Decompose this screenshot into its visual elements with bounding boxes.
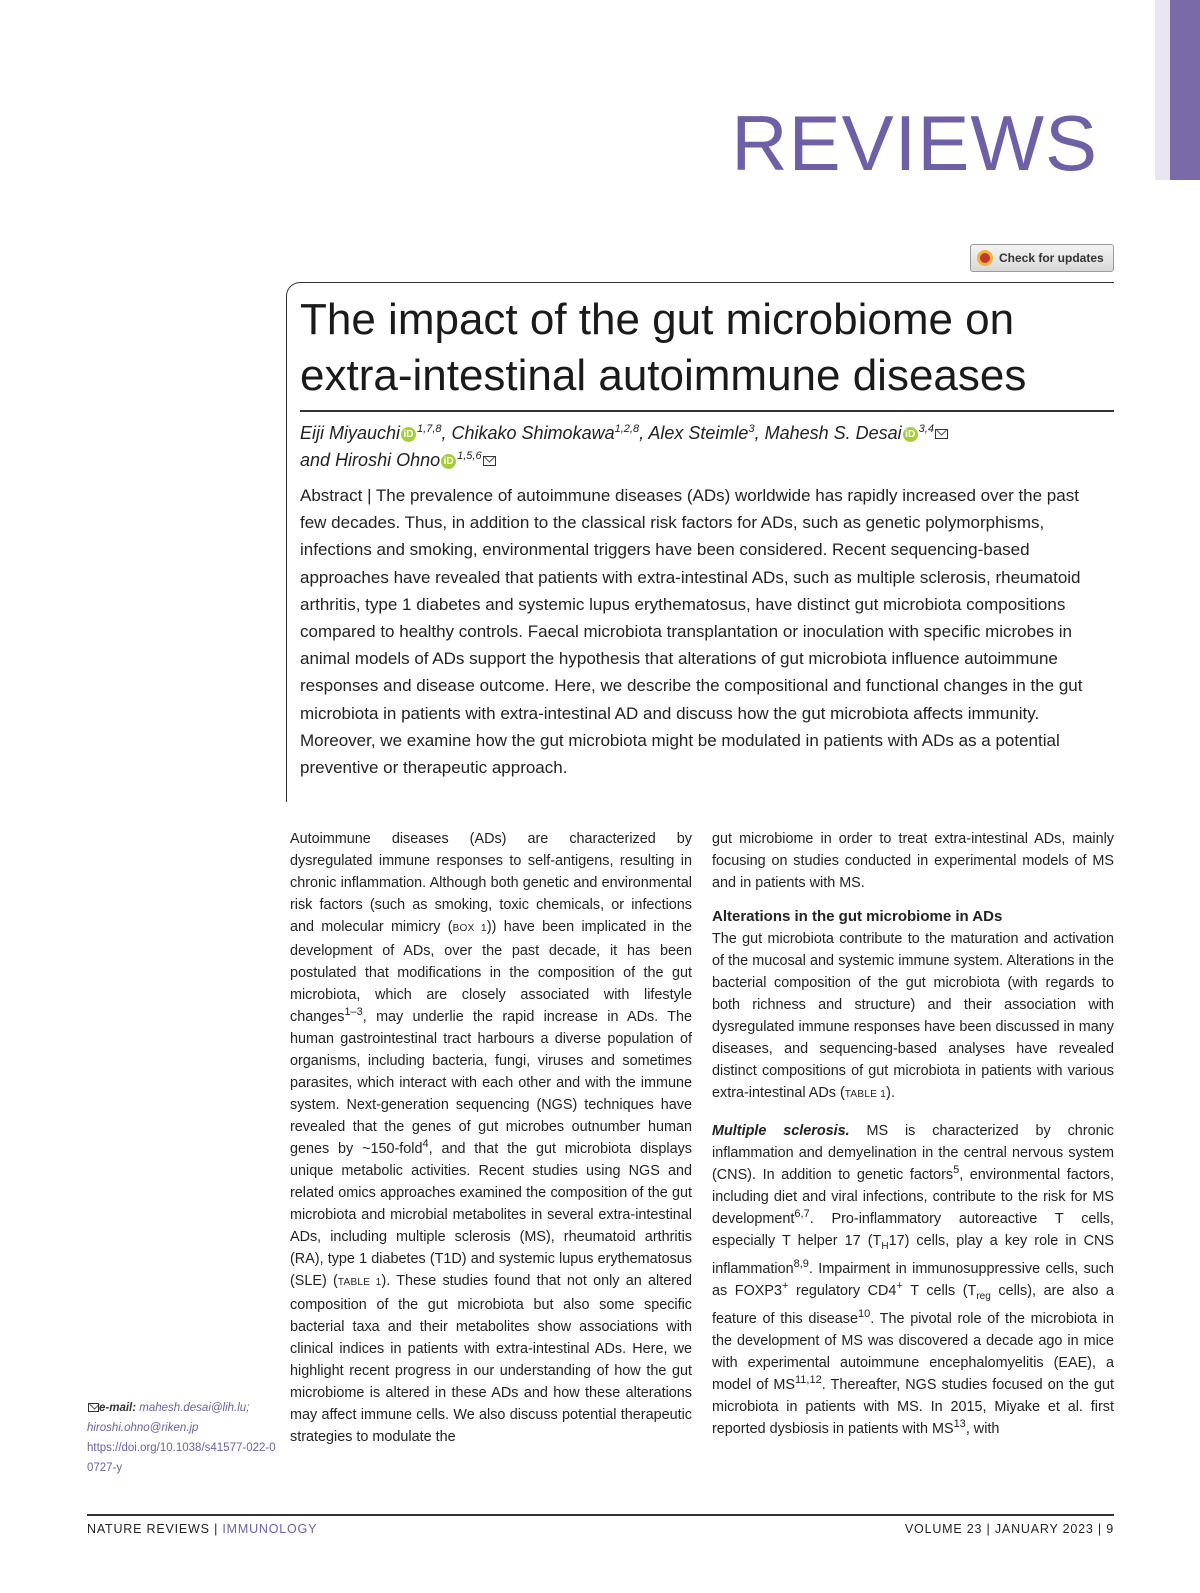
table-reference-link[interactable]: TABLE 1 xyxy=(337,1277,382,1288)
journal-section-label: REVIEWS xyxy=(731,99,1098,187)
body-paragraph xyxy=(712,928,1114,1106)
subscript: reg xyxy=(976,1290,991,1302)
check-updates-label: Check for updates xyxy=(999,251,1104,265)
footer-journal-name: NATURE REVIEWS xyxy=(87,1522,210,1536)
affiliation-sup: 3 xyxy=(748,423,755,435)
author-name: Mahesh S. Desai xyxy=(764,423,902,443)
body-text: cells), are also a feature of this disease xyxy=(712,1282,1115,1327)
body-text: The gut microbiota contribute to the maturation and activation of the mucosal and systemic immune system. Alterations in the bacterial composition of the gut microbiota (with regards to both richness and structure) and their association with dysregulated immune responses have been discussed in many diseases, and sequencing-based analyses have revealed distinct compositions of gut microbiota in patients with various extra-intestinal ADs ( xyxy=(712,931,1114,1101)
email-label: e-mail: xyxy=(99,1402,137,1414)
mail-icon[interactable] xyxy=(483,456,496,466)
body-text: , with xyxy=(965,1420,1000,1437)
body-paragraph: gut microbiome in order to treat extra-intestinal ADs, mainly focusing on studies conducted in experimental models of MS and in patients with MS. xyxy=(712,831,1114,891)
citation-link[interactable]: 13 xyxy=(953,1417,966,1430)
body-column-left xyxy=(290,828,692,1448)
citation-link[interactable]: 8,9 xyxy=(793,1258,809,1271)
body-text: regulatory CD4 xyxy=(788,1282,897,1299)
citation-link[interactable]: 11,12 xyxy=(795,1373,822,1386)
body-text: ). xyxy=(886,1085,895,1101)
affiliation-sup: 1,2,8 xyxy=(614,423,640,435)
citation-link[interactable]: 6,7 xyxy=(794,1208,810,1221)
body-text: T cells (T xyxy=(902,1282,977,1299)
citation-link[interactable]: 5 xyxy=(953,1164,960,1177)
footer-journal xyxy=(87,1522,317,1536)
citation-link[interactable]: 4 xyxy=(422,1138,429,1151)
superscript: + xyxy=(896,1280,903,1293)
affiliation-sup: 1,5,6 xyxy=(457,450,482,462)
author-name: Eiji Miyauchi xyxy=(300,423,401,443)
body-text: . The pivotal role of the microbiota in the development of MS was discovered a decade ago in mice with experimental autoimmune encephalomyelitis (EAE), a model of MS xyxy=(712,1310,1114,1393)
body-text: Autoimmune diseases (ADs) are characterized by dysregulated immune responses to self-antigens, resulting in chronic inflammation. Although both genetic and environmental risk factors (such as smoking, toxic chemicals, or infections and molecular mimicry ( xyxy=(290,831,692,935)
body-text: , environmental factors, including diet and viral infections, contribute to the risk for MS development xyxy=(712,1167,1114,1227)
body-paragraph xyxy=(712,1120,1114,1440)
subsection-run-in-heading: Multiple sclerosis. xyxy=(712,1123,850,1139)
table-reference-link[interactable]: TABLE 1 xyxy=(844,1089,887,1100)
body-text: . Impairment in immunosuppressive cells, such as FOXP3 xyxy=(712,1260,1114,1299)
body-text: , may underlie the rapid increase in ADs. The human gastrointestinal tract harbours a diverse population of organisms, including bacteria, fungi, viruses and sometimes parasites, which interact with each other and with the immune system. Next-generation sequencing (NGS) techniques have revealed that the genes of gut microbes outnumber human genes by ~150-fold xyxy=(290,1009,692,1157)
subscript: H xyxy=(881,1240,889,1252)
mail-icon[interactable] xyxy=(935,429,948,439)
body-text: , and that the gut microbiota displays unique metabolic activities. Recent studies using NGS and related omics approaches examined the composition of the gut microbiota and microbial metabolites in several extra-intestinal ADs, including multiple sclerosis (MS), rheumatoid arthritis (RA), type 1 diabetes (T1D) and systemic lupus erythematosus (SLE) ( xyxy=(290,1141,692,1289)
section-color-tab xyxy=(1170,0,1200,180)
body-column-right xyxy=(712,828,1114,1440)
superscript: + xyxy=(782,1280,789,1293)
author-name: Hiroshi Ohno xyxy=(335,450,441,470)
email-links[interactable]: mahesh.desai@lih.lu; hiroshi.ohno@riken.jp xyxy=(87,1402,250,1434)
orcid-icon[interactable]: iD xyxy=(903,427,918,442)
check-for-updates-button[interactable] xyxy=(970,244,1114,272)
body-text: . Thereafter, NGS studies focused on the gut microbiota in patients with MS. In 2015, Miyake et al. first reported dysbiosis in patients with MS xyxy=(712,1376,1114,1437)
citation-link[interactable]: 10 xyxy=(857,1307,871,1320)
correspondence-block xyxy=(87,1398,277,1478)
body-text: ). These studies found that not only an altered composition of the gut microbiota but also some specific bacterial taxa and their metabolites show associations with clinical indices in patients with extra-intestinal ADs. Here, we highlight recent progress in our understanding of how the gut microbiome is altered in these ADs and how these alterations may affect immune cells. We also discuss potential therapeutic strategies to modulate the xyxy=(290,1273,692,1445)
doi-link[interactable]: https://doi.org/10.1038/s41577-022-00727-y xyxy=(87,1442,276,1474)
body-text: MS is characterized by chronic inflammation and demyelination in the central nervous system (CNS). In addition to genetic factors xyxy=(712,1123,1114,1183)
title-divider xyxy=(300,410,1114,412)
author-conjunction: and xyxy=(300,450,331,470)
body-text: )) have been implicated in the development of ADs, over the past decade, it has been postulated that modifications in the composition of the gut microbiota, which are closely associated with lifestyle changes xyxy=(290,919,693,1025)
author-name: Chikako Shimokawa xyxy=(451,423,615,443)
abstract: Abstract | The prevalence of autoimmune diseases (ADs) worldwide has rapidly increased over the past few decades. Thus, in addition to the classical risk factors for ADs, such as genetic polymorphisms, infections and smoking, environmental triggers have been considered. Recent sequencing-based approaches have revealed that patients with extra-intestinal ADs, such as multiple sclerosis, rheumatoid arthritis, type 1 diabetes and systemic lupus erythematosus, have distinct gut microbiota compositions compared to healthy controls. Faecal microbiota transplantation or inoculation with specific microbes in animal models of ADs support the hypothesis that alterations of gut microbiota influence autoimmune responses and disease outcome. Here, we describe the compositional and functional changes in the gut microbiota in patients with extra-intestinal AD and discuss how the gut microbiota affects immunity. Moreover, we examine how the gut microbiota might be modulated in patients with ADs as a potential preventive or therapeutic approach. xyxy=(300,486,1083,778)
body-paragraph xyxy=(290,828,692,1448)
citation-link[interactable]: 1–3 xyxy=(344,1006,363,1019)
footer-separator: | xyxy=(209,1522,223,1536)
crossmark-icon xyxy=(977,250,993,266)
orcid-icon[interactable]: iD xyxy=(401,427,416,442)
author-list: Eiji Miyauchi iD $^{1,7,8}$, Chikako Shimokawa$^{1,2,8}$, Alex Steimle$^3$, Mahesh S. Desai iD $^{3,4}$ and Hiroshi Ohno iD $^{1,5,6}$ xyxy=(300,420,1100,474)
box-reference-link[interactable]: BOX 1 xyxy=(452,923,487,934)
abstract-label: Abstract xyxy=(300,486,363,505)
footer-section: IMMUNOLOGY xyxy=(222,1522,318,1536)
mail-icon xyxy=(88,1403,99,1412)
body-text: . Pro-inflammatory autoreactive T cells, especially T helper 17 (T xyxy=(712,1211,1114,1249)
footer-divider xyxy=(87,1514,1114,1516)
side-tab-shadow xyxy=(1155,0,1170,180)
abstract-text: The prevalence of autoimmune diseases (ADs) worldwide has rapidly increased over the past few decades. Thus, in addition to the classical risk factors for ADs, such as genetic polymorphisms, infections and smoking, environmental triggers have been considered. Recent sequencing-based approaches have revealed that patients with extra-intestinal ADs, such as multiple sclerosis, rheumatoid arthritis, type 1 diabetes and systemic lupus erythematosus, have distinct gut microbiota compositions compared to healthy controls. Faecal microbiota transplantation or inoculation with specific microbes in animal models of ADs support the hypothesis that alterations of gut microbiota influence autoimmune responses and disease outcome. Here, we describe the compositional and functional changes in the gut microbiota in patients with extra-intestinal AD and discuss how the gut microbiota affects immunity. Moreover, we examine how the gut microbiota might be modulated in patients with ADs as a potential preventive or therapeutic approach. xyxy=(300,486,1083,778)
author-name: Alex Steimle xyxy=(648,423,749,443)
footer-issue: VOLUME 23 | JANUARY 2023 | 9 xyxy=(904,1522,1114,1536)
body-text: 17) cells, play a key role in CNS inflammation xyxy=(712,1233,1114,1277)
orcid-icon[interactable]: iD xyxy=(441,454,456,469)
article-title: The impact of the gut microbiome on extra-intestinal autoimmune diseases xyxy=(300,295,1027,400)
section-heading: Alterations in the gut microbiome in ADs xyxy=(712,908,1003,925)
affiliation-sup: 1,7,8 xyxy=(417,423,442,435)
affiliation-sup: 3,4 xyxy=(918,423,934,435)
